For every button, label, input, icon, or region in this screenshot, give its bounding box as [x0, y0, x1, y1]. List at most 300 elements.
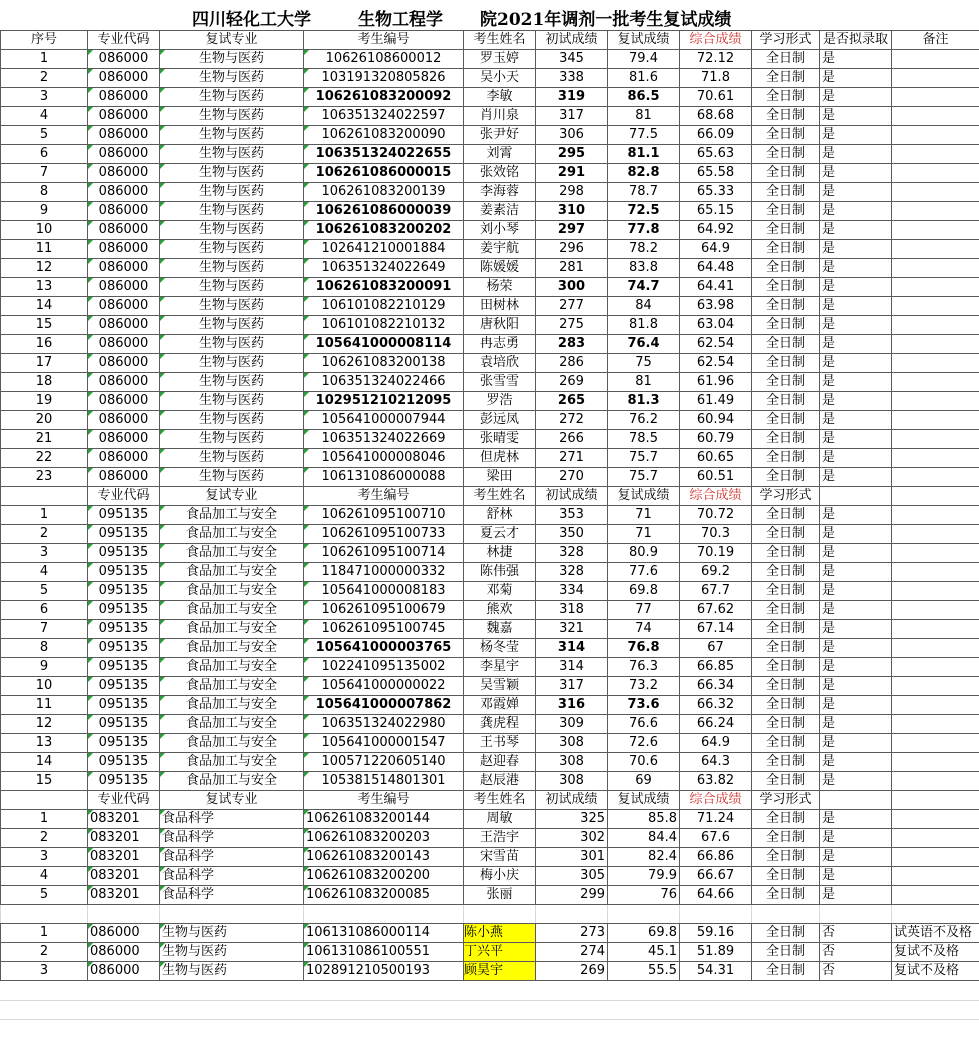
g1-r6-c8[interactable]: 全日制 — [752, 164, 820, 183]
g3-r1-c2[interactable]: 食品科学 — [160, 829, 304, 848]
g2-r3-c8[interactable]: 全日制 — [752, 563, 820, 582]
g2-r5-c7[interactable]: 67.62 — [680, 601, 752, 620]
g2-r3-c10[interactable] — [892, 563, 979, 582]
g3-r3-c10[interactable] — [892, 867, 979, 886]
g4-r2-c7[interactable]: 54.31 — [680, 962, 752, 981]
g1-r2-c9[interactable]: 是 — [820, 88, 892, 107]
g2-r0-c7[interactable]: 70.72 — [680, 506, 752, 525]
g2-r8-c2[interactable]: 食品加工与安全 — [160, 658, 304, 677]
g1-r0-c6[interactable]: 79.4 — [608, 50, 680, 69]
g2-r10-c7[interactable]: 66.32 — [680, 696, 752, 715]
g2-r7-c0[interactable]: 8 — [1, 639, 88, 658]
g1-r15-c2[interactable]: 生物与医药 — [160, 335, 304, 354]
g2-r6-c1[interactable]: 095135 — [88, 620, 160, 639]
g1-r21-c3[interactable]: 105641000008046 — [304, 449, 464, 468]
g2-r0-c6[interactable]: 71 — [608, 506, 680, 525]
g2-r10-c3[interactable]: 105641000007862 — [304, 696, 464, 715]
g2-r5-c5[interactable]: 318 — [536, 601, 608, 620]
g1-r4-c4[interactable]: 张尹好 — [464, 126, 536, 145]
g2-r8-c0[interactable]: 9 — [1, 658, 88, 677]
g3-r0-c5[interactable]: 325 — [536, 810, 608, 829]
g4-r0-c5[interactable]: 273 — [536, 924, 608, 943]
g1-r17-c3[interactable]: 106351324022466 — [304, 373, 464, 392]
g1-r3-c3[interactable]: 106351324022597 — [304, 107, 464, 126]
g1-r20-c10[interactable] — [892, 430, 979, 449]
g3-r4-c5[interactable]: 299 — [536, 886, 608, 905]
g1-r18-c2[interactable]: 生物与医药 — [160, 392, 304, 411]
g1-r13-c0[interactable]: 14 — [1, 297, 88, 316]
g1-r13-c10[interactable] — [892, 297, 979, 316]
g4-r2-c1[interactable]: 086000 — [88, 962, 160, 981]
sh2-c10[interactable] — [892, 791, 979, 810]
g1-r1-c7[interactable]: 71.8 — [680, 69, 752, 88]
g1-r2-c2[interactable]: 生物与医药 — [160, 88, 304, 107]
g3-r2-c2[interactable]: 食品科学 — [160, 848, 304, 867]
g2-r5-c9[interactable]: 是 — [820, 601, 892, 620]
g1-r10-c0[interactable]: 11 — [1, 240, 88, 259]
g4-r1-c6[interactable]: 45.1 — [608, 943, 680, 962]
g2-r5-c1[interactable]: 095135 — [88, 601, 160, 620]
g2-r13-c4[interactable]: 赵迎春 — [464, 753, 536, 772]
g2-r0-c10[interactable] — [892, 506, 979, 525]
g1-r4-c9[interactable]: 是 — [820, 126, 892, 145]
g1-r7-c4[interactable]: 李海蓉 — [464, 183, 536, 202]
g2-r10-c8[interactable]: 全日制 — [752, 696, 820, 715]
g1-r9-c9[interactable]: 是 — [820, 221, 892, 240]
g1-r8-c1[interactable]: 086000 — [88, 202, 160, 221]
g2-r2-c10[interactable] — [892, 544, 979, 563]
sh2-c1[interactable]: 专业代码 — [88, 791, 160, 810]
g2-r3-c9[interactable]: 是 — [820, 563, 892, 582]
g1-r3-c1[interactable]: 086000 — [88, 107, 160, 126]
g1-r12-c8[interactable]: 全日制 — [752, 278, 820, 297]
g2-r7-c5[interactable]: 314 — [536, 639, 608, 658]
g1-r16-c0[interactable]: 17 — [1, 354, 88, 373]
g1-r7-c1[interactable]: 086000 — [88, 183, 160, 202]
g2-r12-c0[interactable]: 13 — [1, 734, 88, 753]
g2-r0-c3[interactable]: 106261095100710 — [304, 506, 464, 525]
g1-r12-c4[interactable]: 杨荣 — [464, 278, 536, 297]
g2-r10-c5[interactable]: 316 — [536, 696, 608, 715]
g1-r13-c7[interactable]: 63.98 — [680, 297, 752, 316]
g1-r5-c4[interactable]: 刘霄 — [464, 145, 536, 164]
g2-r3-c5[interactable]: 328 — [536, 563, 608, 582]
header-c8[interactable]: 学习形式 — [752, 31, 820, 50]
g2-r5-c8[interactable]: 全日制 — [752, 601, 820, 620]
g2-r7-c8[interactable]: 全日制 — [752, 639, 820, 658]
g2-r1-c2[interactable]: 食品加工与安全 — [160, 525, 304, 544]
g3-r4-c2[interactable]: 食品科学 — [160, 886, 304, 905]
g4-r0-c9[interactable]: 否 — [820, 924, 892, 943]
g1-r10-c1[interactable]: 086000 — [88, 240, 160, 259]
g1-r1-c4[interactable]: 吴小天 — [464, 69, 536, 88]
g4-r2-c5[interactable]: 269 — [536, 962, 608, 981]
g1-r4-c2[interactable]: 生物与医药 — [160, 126, 304, 145]
g2-r11-c8[interactable]: 全日制 — [752, 715, 820, 734]
g1-r22-c3[interactable]: 106131086000088 — [304, 468, 464, 487]
g1-r14-c0[interactable]: 15 — [1, 316, 88, 335]
g1-r8-c0[interactable]: 9 — [1, 202, 88, 221]
g1-r13-c6[interactable]: 84 — [608, 297, 680, 316]
g2-r14-c6[interactable]: 69 — [608, 772, 680, 791]
g3-r3-c7[interactable]: 66.67 — [680, 867, 752, 886]
g4-r0-c4[interactable]: 陈小燕 — [464, 924, 536, 943]
g3-r3-c9[interactable]: 是 — [820, 867, 892, 886]
g1-r4-c8[interactable]: 全日制 — [752, 126, 820, 145]
g1-r12-c6[interactable]: 74.7 — [608, 278, 680, 297]
sh1-c2[interactable]: 复试专业 — [160, 487, 304, 506]
g1-r13-c2[interactable]: 生物与医药 — [160, 297, 304, 316]
g2-r3-c6[interactable]: 77.6 — [608, 563, 680, 582]
g1-r1-c0[interactable]: 2 — [1, 69, 88, 88]
g2-r5-c6[interactable]: 77 — [608, 601, 680, 620]
g1-r10-c3[interactable]: 102641210001884 — [304, 240, 464, 259]
g1-r14-c5[interactable]: 275 — [536, 316, 608, 335]
g2-r11-c0[interactable]: 12 — [1, 715, 88, 734]
g3-r0-c10[interactable] — [892, 810, 979, 829]
g1-r2-c0[interactable]: 3 — [1, 88, 88, 107]
g1-r8-c6[interactable]: 72.5 — [608, 202, 680, 221]
sh1-c8[interactable]: 学习形式 — [752, 487, 820, 506]
header-c2[interactable]: 复试专业 — [160, 31, 304, 50]
g1-r18-c9[interactable]: 是 — [820, 392, 892, 411]
g2-r12-c7[interactable]: 64.9 — [680, 734, 752, 753]
g2-r4-c10[interactable] — [892, 582, 979, 601]
g1-r16-c6[interactable]: 75 — [608, 354, 680, 373]
g1-r18-c7[interactable]: 61.49 — [680, 392, 752, 411]
g3-r4-c4[interactable]: 张丽 — [464, 886, 536, 905]
g1-r6-c7[interactable]: 65.58 — [680, 164, 752, 183]
g1-r7-c8[interactable]: 全日制 — [752, 183, 820, 202]
g1-r12-c0[interactable]: 13 — [1, 278, 88, 297]
g1-r4-c10[interactable] — [892, 126, 979, 145]
g2-r9-c3[interactable]: 105641000000022 — [304, 677, 464, 696]
g1-r18-c3[interactable]: 102951210212095 — [304, 392, 464, 411]
g2-r9-c9[interactable]: 是 — [820, 677, 892, 696]
g4-r2-c9[interactable]: 否 — [820, 962, 892, 981]
g1-r17-c1[interactable]: 086000 — [88, 373, 160, 392]
g1-r12-c5[interactable]: 300 — [536, 278, 608, 297]
g2-r4-c0[interactable]: 5 — [1, 582, 88, 601]
sh1-c4[interactable]: 考生姓名 — [464, 487, 536, 506]
g4-r0-c7[interactable]: 59.16 — [680, 924, 752, 943]
g1-r6-c6[interactable]: 82.8 — [608, 164, 680, 183]
g1-r18-c6[interactable]: 81.3 — [608, 392, 680, 411]
g1-r21-c10[interactable] — [892, 449, 979, 468]
g1-r12-c2[interactable]: 生物与医药 — [160, 278, 304, 297]
g2-r3-c1[interactable]: 095135 — [88, 563, 160, 582]
g1-r0-c7[interactable]: 72.12 — [680, 50, 752, 69]
g2-r12-c10[interactable] — [892, 734, 979, 753]
g1-r13-c1[interactable]: 086000 — [88, 297, 160, 316]
g2-r8-c7[interactable]: 66.85 — [680, 658, 752, 677]
g1-r20-c9[interactable]: 是 — [820, 430, 892, 449]
g1-r16-c7[interactable]: 62.54 — [680, 354, 752, 373]
g1-r7-c10[interactable] — [892, 183, 979, 202]
g1-r21-c0[interactable]: 22 — [1, 449, 88, 468]
g1-r11-c5[interactable]: 281 — [536, 259, 608, 278]
g1-r10-c9[interactable]: 是 — [820, 240, 892, 259]
g4-r1-c1[interactable]: 086000 — [88, 943, 160, 962]
g1-r12-c7[interactable]: 64.41 — [680, 278, 752, 297]
g2-r1-c0[interactable]: 2 — [1, 525, 88, 544]
g1-r16-c4[interactable]: 袁培欣 — [464, 354, 536, 373]
g1-r16-c3[interactable]: 106261083200138 — [304, 354, 464, 373]
g2-r2-c5[interactable]: 328 — [536, 544, 608, 563]
g1-r3-c6[interactable]: 81 — [608, 107, 680, 126]
g1-r20-c5[interactable]: 266 — [536, 430, 608, 449]
g1-r20-c6[interactable]: 78.5 — [608, 430, 680, 449]
g2-r2-c4[interactable]: 林捷 — [464, 544, 536, 563]
g1-r14-c9[interactable]: 是 — [820, 316, 892, 335]
g2-r6-c6[interactable]: 74 — [608, 620, 680, 639]
g1-r21-c9[interactable]: 是 — [820, 449, 892, 468]
g1-r2-c5[interactable]: 319 — [536, 88, 608, 107]
g2-r7-c7[interactable]: 67 — [680, 639, 752, 658]
g1-r16-c2[interactable]: 生物与医药 — [160, 354, 304, 373]
g1-r22-c10[interactable] — [892, 468, 979, 487]
g2-r6-c4[interactable]: 魏嘉 — [464, 620, 536, 639]
g1-r18-c0[interactable]: 19 — [1, 392, 88, 411]
g1-r21-c2[interactable]: 生物与医药 — [160, 449, 304, 468]
g1-r7-c9[interactable]: 是 — [820, 183, 892, 202]
g2-r6-c3[interactable]: 106261095100745 — [304, 620, 464, 639]
g1-r22-c1[interactable]: 086000 — [88, 468, 160, 487]
g3-r2-c10[interactable] — [892, 848, 979, 867]
g2-r4-c1[interactable]: 095135 — [88, 582, 160, 601]
g1-r9-c7[interactable]: 64.92 — [680, 221, 752, 240]
g1-r5-c5[interactable]: 295 — [536, 145, 608, 164]
g2-r9-c0[interactable]: 10 — [1, 677, 88, 696]
g1-r0-c8[interactable]: 全日制 — [752, 50, 820, 69]
g1-r5-c0[interactable]: 6 — [1, 145, 88, 164]
g3-r2-c5[interactable]: 301 — [536, 848, 608, 867]
g1-r6-c5[interactable]: 291 — [536, 164, 608, 183]
g1-r0-c1[interactable]: 086000 — [88, 50, 160, 69]
g1-r19-c9[interactable]: 是 — [820, 411, 892, 430]
g1-r21-c7[interactable]: 60.65 — [680, 449, 752, 468]
g2-r8-c10[interactable] — [892, 658, 979, 677]
g1-r7-c3[interactable]: 106261083200139 — [304, 183, 464, 202]
g1-r6-c10[interactable] — [892, 164, 979, 183]
g3-r0-c8[interactable]: 全日制 — [752, 810, 820, 829]
g3-r0-c7[interactable]: 71.24 — [680, 810, 752, 829]
g1-r13-c5[interactable]: 277 — [536, 297, 608, 316]
g4-r0-c6[interactable]: 69.8 — [608, 924, 680, 943]
g1-r18-c1[interactable]: 086000 — [88, 392, 160, 411]
g3-r1-c6[interactable]: 84.4 — [608, 829, 680, 848]
g1-r14-c4[interactable]: 唐秋阳 — [464, 316, 536, 335]
g1-r10-c2[interactable]: 生物与医药 — [160, 240, 304, 259]
g4-r1-c4[interactable]: 丁兴平 — [464, 943, 536, 962]
g1-r18-c4[interactable]: 罗浩 — [464, 392, 536, 411]
g4-r0-c10[interactable]: 试英语不及格 — [892, 924, 979, 943]
g4-r2-c6[interactable]: 55.5 — [608, 962, 680, 981]
g2-r5-c2[interactable]: 食品加工与安全 — [160, 601, 304, 620]
g1-r1-c9[interactable]: 是 — [820, 69, 892, 88]
g3-r3-c5[interactable]: 305 — [536, 867, 608, 886]
g2-r0-c8[interactable]: 全日制 — [752, 506, 820, 525]
g1-r16-c10[interactable] — [892, 354, 979, 373]
g2-r8-c3[interactable]: 102241095135002 — [304, 658, 464, 677]
g1-r11-c2[interactable]: 生物与医药 — [160, 259, 304, 278]
g4-r1-c8[interactable]: 全日制 — [752, 943, 820, 962]
g1-r19-c6[interactable]: 76.2 — [608, 411, 680, 430]
g1-r21-c5[interactable]: 271 — [536, 449, 608, 468]
g1-r9-c3[interactable]: 106261083200202 — [304, 221, 464, 240]
sh1-c5[interactable]: 初试成绩 — [536, 487, 608, 506]
g1-r3-c10[interactable] — [892, 107, 979, 126]
g4-r1-c9[interactable]: 否 — [820, 943, 892, 962]
g2-r13-c2[interactable]: 食品加工与安全 — [160, 753, 304, 772]
g4-r1-c5[interactable]: 274 — [536, 943, 608, 962]
g2-r4-c8[interactable]: 全日制 — [752, 582, 820, 601]
g1-r0-c2[interactable]: 生物与医药 — [160, 50, 304, 69]
g2-r8-c5[interactable]: 314 — [536, 658, 608, 677]
g3-r1-c9[interactable]: 是 — [820, 829, 892, 848]
g2-r1-c1[interactable]: 095135 — [88, 525, 160, 544]
g2-r14-c5[interactable]: 308 — [536, 772, 608, 791]
g1-r1-c10[interactable] — [892, 69, 979, 88]
g1-r9-c0[interactable]: 10 — [1, 221, 88, 240]
g1-r19-c5[interactable]: 272 — [536, 411, 608, 430]
g2-r4-c2[interactable]: 食品加工与安全 — [160, 582, 304, 601]
g2-r0-c9[interactable]: 是 — [820, 506, 892, 525]
g1-r15-c0[interactable]: 16 — [1, 335, 88, 354]
g1-r15-c10[interactable] — [892, 335, 979, 354]
g4-r1-c0[interactable]: 2 — [1, 943, 88, 962]
g1-r1-c3[interactable]: 103191320805826 — [304, 69, 464, 88]
g2-r1-c4[interactable]: 夏云才 — [464, 525, 536, 544]
g2-r0-c0[interactable]: 1 — [1, 506, 88, 525]
g3-r0-c0[interactable]: 1 — [1, 810, 88, 829]
g2-r9-c6[interactable]: 73.2 — [608, 677, 680, 696]
g1-r13-c9[interactable]: 是 — [820, 297, 892, 316]
g2-r7-c6[interactable]: 76.8 — [608, 639, 680, 658]
g1-r5-c7[interactable]: 65.63 — [680, 145, 752, 164]
g2-r2-c8[interactable]: 全日制 — [752, 544, 820, 563]
blank-c0[interactable] — [1, 905, 88, 924]
g2-r6-c2[interactable]: 食品加工与安全 — [160, 620, 304, 639]
g1-r15-c1[interactable]: 086000 — [88, 335, 160, 354]
g2-r4-c6[interactable]: 69.8 — [608, 582, 680, 601]
g2-r0-c2[interactable]: 食品加工与安全 — [160, 506, 304, 525]
g2-r9-c2[interactable]: 食品加工与安全 — [160, 677, 304, 696]
sh2-c3[interactable]: 考生编号 — [304, 791, 464, 810]
g4-r0-c8[interactable]: 全日制 — [752, 924, 820, 943]
g1-r3-c9[interactable]: 是 — [820, 107, 892, 126]
g1-r12-c9[interactable]: 是 — [820, 278, 892, 297]
g2-r13-c3[interactable]: 100571220605140 — [304, 753, 464, 772]
g2-r14-c3[interactable]: 105381514801301 — [304, 772, 464, 791]
blank-c9[interactable] — [820, 905, 892, 924]
g1-r14-c7[interactable]: 63.04 — [680, 316, 752, 335]
g2-r7-c2[interactable]: 食品加工与安全 — [160, 639, 304, 658]
g1-r12-c3[interactable]: 106261083200091 — [304, 278, 464, 297]
g1-r21-c8[interactable]: 全日制 — [752, 449, 820, 468]
g2-r5-c4[interactable]: 熊欢 — [464, 601, 536, 620]
g2-r10-c2[interactable]: 食品加工与安全 — [160, 696, 304, 715]
g2-r12-c3[interactable]: 105641000001547 — [304, 734, 464, 753]
g3-r3-c4[interactable]: 梅小庆 — [464, 867, 536, 886]
g2-r12-c1[interactable]: 095135 — [88, 734, 160, 753]
g1-r18-c5[interactable]: 265 — [536, 392, 608, 411]
g2-r8-c9[interactable]: 是 — [820, 658, 892, 677]
g1-r9-c4[interactable]: 刘小琴 — [464, 221, 536, 240]
g2-r1-c10[interactable] — [892, 525, 979, 544]
g2-r7-c4[interactable]: 杨冬莹 — [464, 639, 536, 658]
g1-r10-c8[interactable]: 全日制 — [752, 240, 820, 259]
g1-r1-c6[interactable]: 81.6 — [608, 69, 680, 88]
g2-r3-c0[interactable]: 4 — [1, 563, 88, 582]
g3-r1-c1[interactable]: 083201 — [88, 829, 160, 848]
g3-r2-c0[interactable]: 3 — [1, 848, 88, 867]
g2-r6-c8[interactable]: 全日制 — [752, 620, 820, 639]
g4-r1-c7[interactable]: 51.89 — [680, 943, 752, 962]
g1-r19-c0[interactable]: 20 — [1, 411, 88, 430]
g1-r5-c3[interactable]: 106351324022655 — [304, 145, 464, 164]
header-c4[interactable]: 考生姓名 — [464, 31, 536, 50]
header-c10[interactable]: 备注 — [892, 31, 979, 50]
g2-r12-c2[interactable]: 食品加工与安全 — [160, 734, 304, 753]
g1-r3-c7[interactable]: 68.68 — [680, 107, 752, 126]
g1-r22-c7[interactable]: 60.51 — [680, 468, 752, 487]
g2-r11-c3[interactable]: 106351324022980 — [304, 715, 464, 734]
g1-r18-c10[interactable] — [892, 392, 979, 411]
g2-r3-c4[interactable]: 陈伟强 — [464, 563, 536, 582]
g1-r22-c0[interactable]: 23 — [1, 468, 88, 487]
g3-r3-c2[interactable]: 食品科学 — [160, 867, 304, 886]
g3-r0-c2[interactable]: 食品科学 — [160, 810, 304, 829]
g1-r4-c3[interactable]: 106261083200090 — [304, 126, 464, 145]
g1-r6-c0[interactable]: 7 — [1, 164, 88, 183]
g1-r20-c8[interactable]: 全日制 — [752, 430, 820, 449]
g2-r14-c2[interactable]: 食品加工与安全 — [160, 772, 304, 791]
g2-r10-c4[interactable]: 邓霞婵 — [464, 696, 536, 715]
sh2-c6[interactable]: 复试成绩 — [608, 791, 680, 810]
g1-r9-c1[interactable]: 086000 — [88, 221, 160, 240]
g1-r0-c10[interactable] — [892, 50, 979, 69]
g1-r22-c2[interactable]: 生物与医药 — [160, 468, 304, 487]
g1-r7-c2[interactable]: 生物与医药 — [160, 183, 304, 202]
g3-r1-c7[interactable]: 67.6 — [680, 829, 752, 848]
g4-r1-c3[interactable]: 106131086100551 — [304, 943, 464, 962]
g2-r12-c4[interactable]: 王书琴 — [464, 734, 536, 753]
g1-r22-c9[interactable]: 是 — [820, 468, 892, 487]
g3-r3-c0[interactable]: 4 — [1, 867, 88, 886]
g3-r1-c10[interactable] — [892, 829, 979, 848]
blank-c6[interactable] — [608, 905, 680, 924]
g3-r4-c7[interactable]: 64.66 — [680, 886, 752, 905]
g4-r0-c0[interactable]: 1 — [1, 924, 88, 943]
g3-r2-c8[interactable]: 全日制 — [752, 848, 820, 867]
g1-r3-c5[interactable]: 317 — [536, 107, 608, 126]
g1-r8-c8[interactable]: 全日制 — [752, 202, 820, 221]
g1-r9-c5[interactable]: 297 — [536, 221, 608, 240]
g2-r12-c5[interactable]: 308 — [536, 734, 608, 753]
g2-r6-c7[interactable]: 67.14 — [680, 620, 752, 639]
g1-r3-c8[interactable]: 全日制 — [752, 107, 820, 126]
g1-r0-c4[interactable]: 罗玉婷 — [464, 50, 536, 69]
g1-r12-c1[interactable]: 086000 — [88, 278, 160, 297]
g4-r0-c2[interactable]: 生物与医药 — [160, 924, 304, 943]
g1-r11-c7[interactable]: 64.48 — [680, 259, 752, 278]
g2-r1-c8[interactable]: 全日制 — [752, 525, 820, 544]
g1-r18-c8[interactable]: 全日制 — [752, 392, 820, 411]
g1-r5-c10[interactable] — [892, 145, 979, 164]
g2-r7-c9[interactable]: 是 — [820, 639, 892, 658]
g1-r8-c3[interactable]: 106261086000039 — [304, 202, 464, 221]
